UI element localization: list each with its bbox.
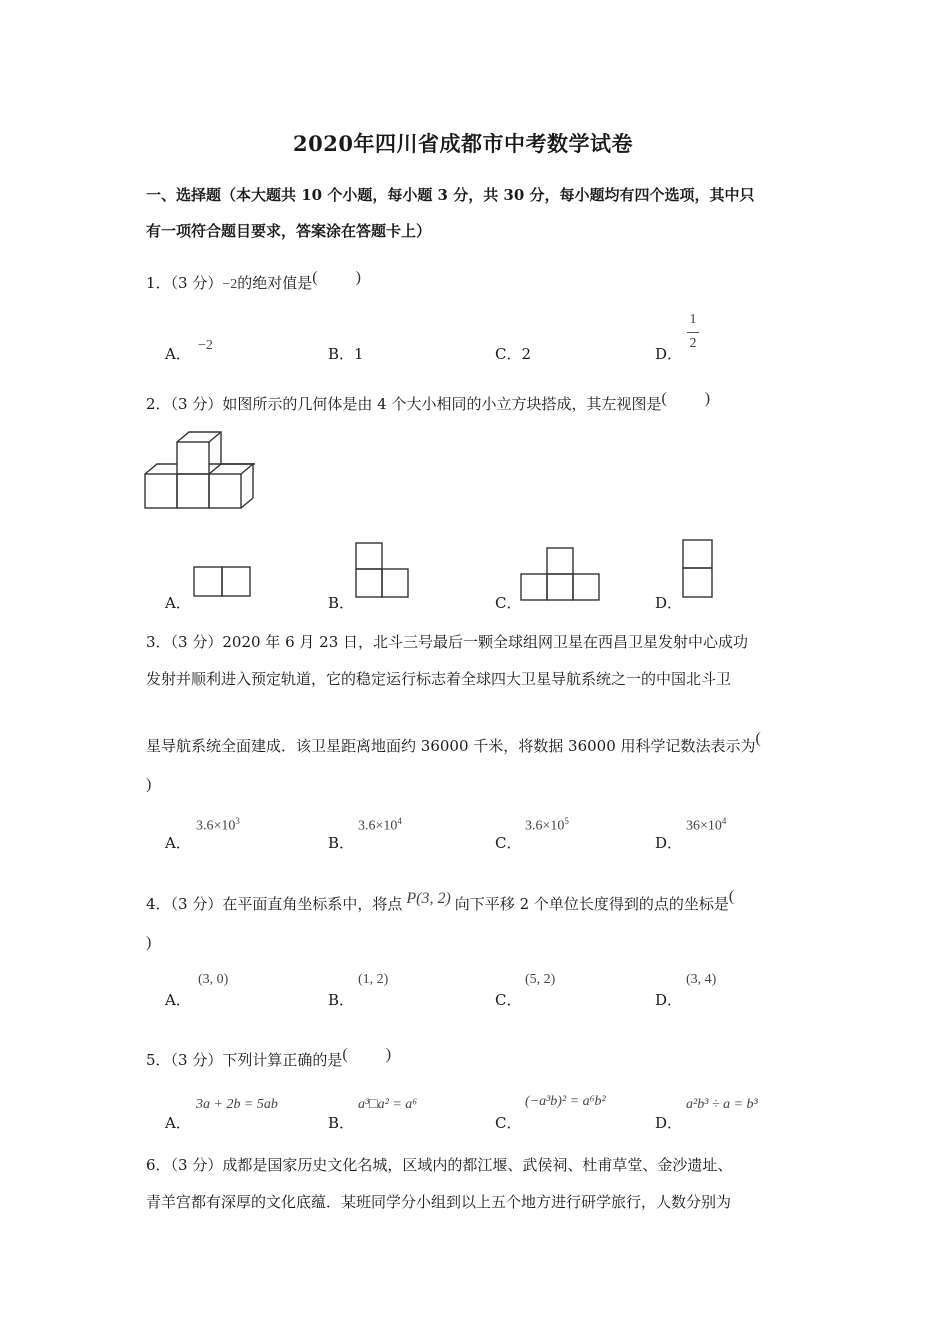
q2-text: 如图所示的几何体是由 4 个大小相同的小立方块搭成，其左视图是 <box>222 395 662 413</box>
q3-c-exp: 5 <box>564 816 569 826</box>
q4-option-c-value: (5, 2) <box>525 972 556 987</box>
q3-option-d-value <box>686 816 726 835</box>
q3-option-c-label[interactable]: C． <box>495 834 522 852</box>
q3-line-3-text: 星导航系统全面建成．该卫星距离地面约 36000 千米，将数据 36000 用科学记数法表示为 <box>146 737 756 755</box>
q2-solid-figure <box>143 432 263 512</box>
q2-option-d-view <box>682 539 716 601</box>
q3-option-c-value <box>525 816 569 835</box>
q5-paren-open: ( <box>342 1046 348 1063</box>
q2-option-c-label[interactable]: C． <box>495 594 522 612</box>
q1-option-b-label[interactable]: B．1 <box>328 345 364 363</box>
page-title: 2020年四川省成都市中考数学试卷 <box>293 131 633 156</box>
q1-expression: −2 <box>222 277 238 292</box>
q1-paren-close: ) <box>355 269 361 286</box>
q4-paren-open: ( <box>728 888 735 905</box>
q3-option-a-value <box>196 816 240 835</box>
q3-paren-open: ( <box>755 730 761 747</box>
q5-option-a-label[interactable]: A． <box>165 1114 191 1132</box>
q1-option-d-denominator: 2 <box>689 336 697 351</box>
q3-a-base: 3.6×10 <box>196 818 236 834</box>
q5-option-b-label[interactable]: B． <box>328 1114 355 1132</box>
question-5 <box>146 1046 392 1070</box>
q4-text-start: 4．（3 分）在平面直角坐标系中，将点 <box>146 895 403 913</box>
q1-option-d-fraction-bar <box>687 332 699 333</box>
q1-text: 的绝对值是 <box>237 274 313 292</box>
q4-option-a-label[interactable]: A． <box>165 991 191 1009</box>
q3-b-exp: 4 <box>397 816 402 826</box>
q3-option-b-label[interactable]: B． <box>328 834 355 852</box>
q5-option-a-value: 3a + 2b = 5ab <box>196 1097 278 1112</box>
q1-option-a-label[interactable]: A． <box>165 345 191 363</box>
question-2 <box>146 390 711 414</box>
q2-option-b-label[interactable]: B． <box>328 594 355 612</box>
q2-paren-close: ) <box>704 390 711 407</box>
q4-option-d-value: (3, 4) <box>686 972 717 987</box>
q2-option-d-label[interactable]: D． <box>655 594 683 612</box>
q3-line-2: 发射并顺利进入预定轨道，它的稳定运行标志着全球四大卫星导航系统之一的中国北斗卫 <box>146 670 732 688</box>
q4-option-d-label[interactable]: D． <box>655 991 683 1009</box>
q5-option-c-label[interactable]: C． <box>495 1114 522 1132</box>
q6-line-2: 青羊宫都有深厚的文化底蕴．某班同学分小组到以上五个地方进行研学旅行，人数分别为 <box>146 1193 732 1211</box>
q4-option-c-label[interactable]: C． <box>495 991 522 1009</box>
q4-option-a-value: (3, 0) <box>198 972 229 987</box>
q4-option-b-value: (1, 2) <box>358 972 389 987</box>
q2-option-c-view <box>520 547 604 603</box>
q2-option-a-label[interactable]: A． <box>165 594 191 612</box>
q6-line-1: 6．（3 分）成都是国家历史文化名城，区域内的都江堰、武侯祠、杜甫草堂、金沙遗址、 <box>146 1156 733 1174</box>
q4-point: P(3, 2) <box>406 890 451 907</box>
q5-option-d-label[interactable]: D． <box>655 1114 683 1132</box>
q1-option-c-label[interactable]: C．2 <box>495 345 532 363</box>
q4-text: 向下平移 2 个单位长度得到的点的坐标是 <box>454 895 729 913</box>
q3-d-base: 36×10 <box>686 818 722 834</box>
q1-option-a-value: −2 <box>198 338 213 353</box>
q3-b-base: 3.6×10 <box>358 818 398 834</box>
q3-option-d-label[interactable]: D． <box>655 834 683 852</box>
q1-option-d-numerator: 1 <box>689 312 697 327</box>
q3-d-exp: 4 <box>721 816 727 826</box>
question-1 <box>146 269 361 293</box>
q4-paren-close: ) <box>146 934 152 951</box>
q5-text: 5．（3 分）下列计算正确的是 <box>146 1051 343 1069</box>
q2-paren-open: ( <box>661 390 667 407</box>
question-4 <box>146 888 735 914</box>
q3-paren-close: ) <box>146 776 152 793</box>
q5-option-b-value: a³□a² = a⁶ <box>358 1097 418 1112</box>
q3-option-b-value <box>358 816 402 835</box>
q3-line-1: 3．（3 分）2020 年 6 月 23 日，北斗三号最后一颗全球组网卫星在西昌卫星发射中心成功 <box>146 633 749 651</box>
q5-option-d-value: a²b³ ÷ a = b³ <box>686 1097 758 1112</box>
q2-option-b-view <box>355 542 411 600</box>
section-header-line2: 有一项符合题目要求，答案涂在答题卡上） <box>146 222 432 240</box>
q2-option-a-view <box>193 566 253 598</box>
q5-option-c-value: (−a³b)² = a⁶b² <box>525 1094 606 1109</box>
section-header-line1: 一、选择题（本大题共 10 个小题，每小题 3 分，共 30 分，每小题均有四个选项，其中只 <box>146 186 755 204</box>
q1-number: 1．（3 分） <box>146 274 223 292</box>
q4-option-b-label[interactable]: B． <box>328 991 355 1009</box>
q1-paren-open: ( <box>312 269 318 286</box>
q3-a-exp: 3 <box>235 816 240 826</box>
q3-line-3 <box>146 730 761 756</box>
q1-option-d-label[interactable]: D． <box>655 345 683 363</box>
q2-number: 2．（3 分） <box>146 395 223 413</box>
q3-option-a-label[interactable]: A． <box>165 834 191 852</box>
q5-paren-close: ) <box>385 1046 392 1063</box>
q3-c-base: 3.6×10 <box>525 818 565 834</box>
